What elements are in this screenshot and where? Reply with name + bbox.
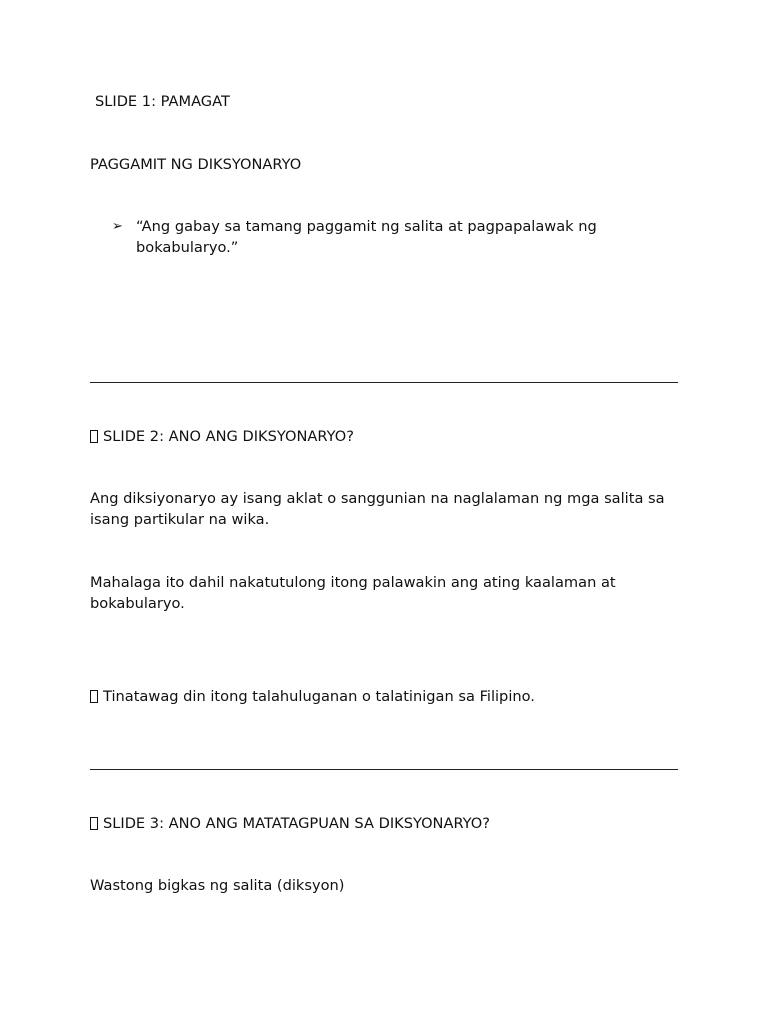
slide2-heading-row [90, 426, 354, 447]
slide1-title: PAGGAMIT NG DIKSYONARYO [90, 156, 302, 173]
section-divider-1 [90, 382, 678, 383]
missing-glyph-icon [90, 430, 98, 443]
slide3-heading-row [90, 813, 490, 834]
slide2-heading: SLIDE 2: ANO ANG DIKSYONARYO? [103, 428, 354, 445]
slide1-quote: “Ang gabay sa tamang paggamit ng salita at pagpapalawak ng bokabularyo.” [136, 218, 597, 256]
arrow-bullet-icon: ➢ [112, 219, 123, 234]
slide1-heading: SLIDE 1: PAMAGAT [95, 93, 230, 110]
missing-glyph-icon [90, 817, 98, 830]
slide3-heading: SLIDE 3: ANO ANG MATATAGPUAN SA DIKSYONARYO? [103, 815, 491, 832]
slide2-note: Tinatawag din itong talahuluganan o talatinigan sa Filipino. [103, 688, 535, 705]
slide2-paragraph-1: Ang diksiyonaryo ay isang aklat o sanggunian na naglalaman ng mga salita sa isang partikular na wika. [90, 490, 665, 528]
slide2-note-row [90, 686, 535, 707]
missing-glyph-icon [90, 690, 98, 703]
slide3-item-1: Wastong bigkas ng salita (diksyon) [90, 877, 345, 894]
slide2-paragraph-2: Mahalaga ito dahil nakatutulong itong palawakin ang ating kaalaman at bokabularyo. [90, 574, 616, 612]
section-divider-2 [90, 769, 678, 770]
